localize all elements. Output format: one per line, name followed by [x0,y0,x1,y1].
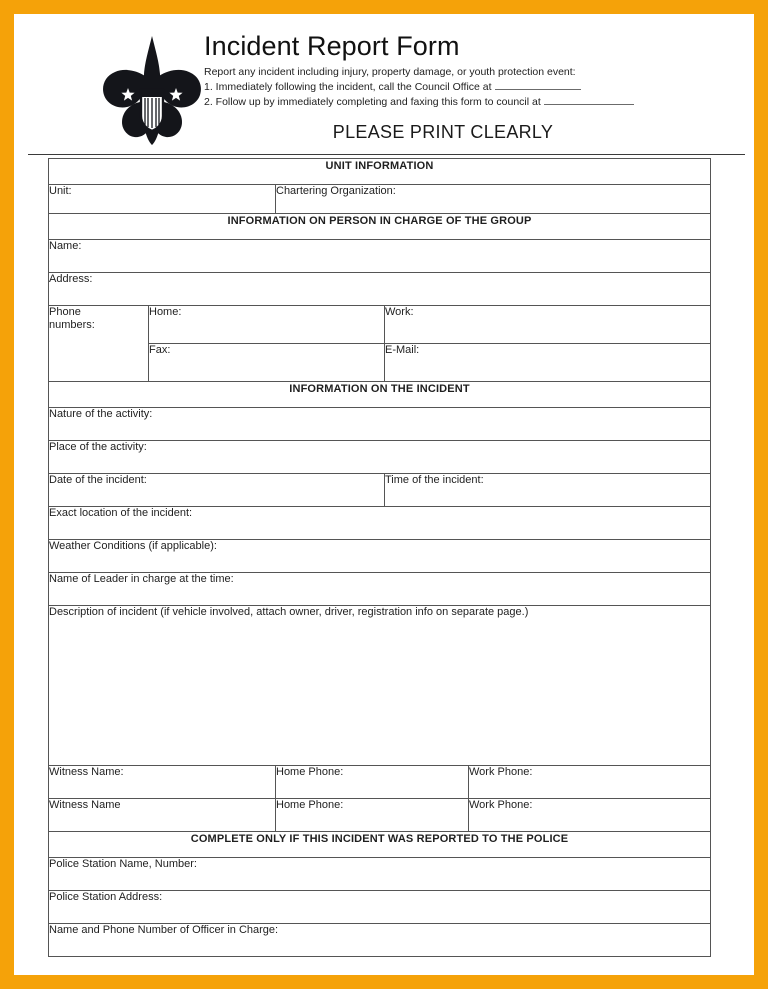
field-name[interactable] [49,240,711,273]
table-row [49,408,711,441]
form-sheet [14,14,754,975]
instruction-line-2 [204,94,744,109]
field-label-witness-2-name: Witness Name [49,799,121,811]
table-row [49,214,711,240]
council-phone-blank[interactable] [495,79,581,90]
page-border-bottom [0,975,768,989]
print-clearly-notice: PLEASE PRINT CLEARLY [332,122,554,142]
field-nature-of-activity[interactable] [49,408,711,441]
table-row [49,273,711,306]
field-police-station-address[interactable] [49,891,711,924]
field-label-leader-name: Name of Leader in charge at the time: [49,573,234,585]
field-witness-1-home-phone[interactable] [276,766,469,799]
table-row [49,573,711,606]
table-row [49,606,711,766]
field-label-phone-numbers [49,306,149,382]
field-email[interactable] [385,344,711,382]
field-label-description-of-incident: Description of incident (if vehicle involved, attach owner, driver, registration info on separate page.) [49,606,529,618]
table-row [49,507,711,540]
field-witness-1-work-phone[interactable] [469,766,711,799]
field-label-weather-conditions: Weather Conditions (if applicable): [49,540,217,552]
table-row [49,441,711,474]
incident-report-table [48,158,711,957]
table-row [49,766,711,799]
section-heading-person-in-charge: INFORMATION ON PERSON IN CHARGE OF THE GROUP [49,214,711,240]
field-time-of-incident[interactable] [385,474,711,507]
table-row [49,858,711,891]
field-label-name: Name: [49,240,82,252]
field-label-home-phone: Home: [149,306,182,318]
council-fax-blank[interactable] [544,94,634,105]
field-label-chartering-organization: Chartering Organization: [276,185,396,197]
field-witness-2-home-phone[interactable] [276,799,469,832]
table-row [49,159,711,185]
field-label-time-of-incident: Time of the incident: [385,474,484,486]
field-unit[interactable] [49,185,276,214]
table-row [49,185,711,214]
field-label-witness-2-home-phone: Home Phone: [276,799,344,811]
field-witness-2-work-phone[interactable] [469,799,711,832]
phone-numbers-label-line-2: numbers: [49,319,95,331]
page-border-top [0,0,768,14]
instruction-1-text: 1. Immediately following the incident, call the Council Office at [204,80,492,93]
table-row [49,344,711,382]
field-label-date-of-incident: Date of the incident: [49,474,147,486]
field-witness-1-name[interactable] [49,766,276,799]
field-label-officer-in-charge: Name and Phone Number of Officer in Charge: [49,924,279,936]
masthead-divider [28,154,745,155]
field-label-unit: Unit: [49,185,72,197]
field-description-of-incident[interactable] [49,606,711,766]
section-heading-unit-information: UNIT INFORMATION [49,159,711,185]
table-row [49,924,711,957]
field-fax[interactable] [149,344,385,382]
table-row [49,891,711,924]
page-border-left [0,0,14,989]
field-label-police-station-address: Police Station Address: [49,891,163,903]
table-row [49,832,711,858]
field-police-station-name[interactable] [49,858,711,891]
field-chartering-organization[interactable] [276,185,711,214]
field-label-witness-2-work-phone: Work Phone: [469,799,533,811]
form-masthead [14,14,754,152]
field-label-witness-1-work-phone: Work Phone: [469,766,533,778]
page-border-right [754,0,768,989]
phone-numbers-label-line-1: Phone [49,306,81,318]
table-row [49,540,711,573]
field-label-address: Address: [49,273,93,285]
field-witness-2-name[interactable] [49,799,276,832]
field-weather-conditions[interactable] [49,540,711,573]
table-row [49,382,711,408]
table-row [49,799,711,832]
instruction-2-text: 2. Follow up by immediately completing and faxing this form to council at [204,95,541,108]
field-address[interactable] [49,273,711,306]
field-leader-name[interactable] [49,573,711,606]
field-label-witness-1-home-phone: Home Phone: [276,766,344,778]
field-label-nature-of-activity: Nature of the activity: [49,408,153,420]
field-label-place-of-activity: Place of the activity: [49,441,147,453]
table-row [49,306,711,344]
field-label-fax: Fax: [149,344,171,356]
masthead-text-block [204,32,744,109]
field-officer-in-charge[interactable] [49,924,711,957]
table-row [49,240,711,273]
page-title: Incident Report Form [204,31,460,61]
field-exact-location[interactable] [49,507,711,540]
table-row [49,474,711,507]
field-label-witness-1-name: Witness Name: [49,766,124,778]
field-home-phone[interactable] [149,306,385,344]
field-label-work-phone: Work: [385,306,414,318]
field-label-exact-location: Exact location of the incident: [49,507,193,519]
field-label-police-station-name: Police Station Name, Number: [49,858,197,870]
section-heading-police: COMPLETE ONLY IF THIS INCIDENT WAS REPORTED TO THE POLICE [49,832,711,858]
field-date-of-incident[interactable] [49,474,385,507]
field-label-email: E-Mail: [385,344,420,356]
instruction-line-1 [204,79,744,94]
field-place-of-activity[interactable] [49,441,711,474]
intro-line: Report any incident including injury, property damage, or youth protection event: [204,65,576,78]
section-heading-incident-information: INFORMATION ON THE INCIDENT [49,382,711,408]
field-work-phone[interactable] [385,306,711,344]
